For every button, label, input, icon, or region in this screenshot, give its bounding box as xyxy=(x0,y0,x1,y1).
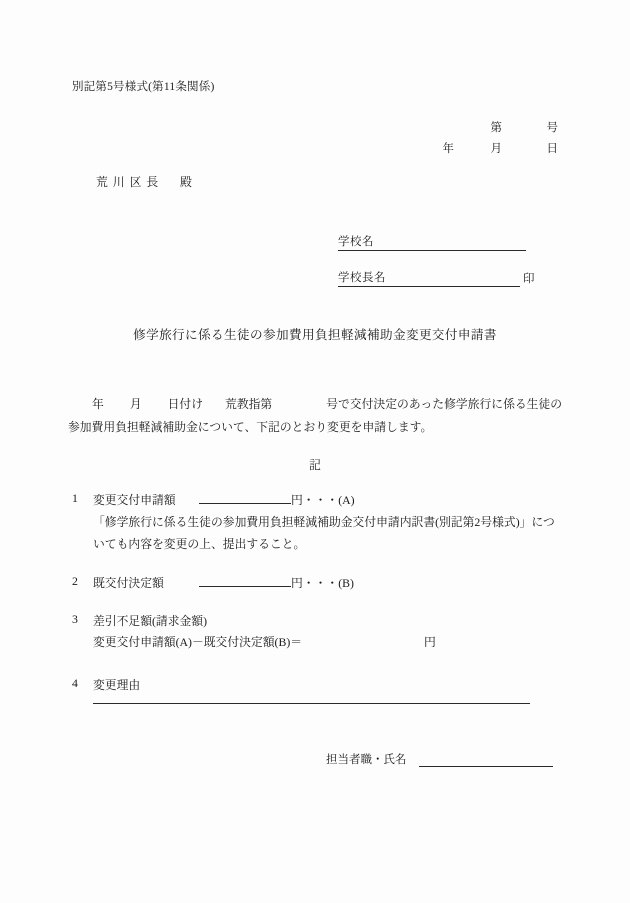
school-name-label: 学校名 xyxy=(338,233,374,251)
document-date-row xyxy=(443,139,559,160)
school-name-row xyxy=(338,233,535,251)
document-number-prefix: 第 xyxy=(490,122,502,134)
item-4-reason-input[interactable] xyxy=(93,703,530,704)
school-name-input[interactable] xyxy=(374,237,526,251)
item-3-number: 3 xyxy=(72,612,78,626)
item-4-label: 変更理由 xyxy=(93,678,141,692)
item-1-unit: 円・・・(A) xyxy=(291,493,355,507)
item-2-label: 既交付決定額 xyxy=(93,576,164,590)
item-1-amount-input[interactable] xyxy=(199,491,291,504)
principal-name-input[interactable] xyxy=(386,273,520,287)
date-year: 年 xyxy=(442,143,454,156)
item-3-unit: 円 xyxy=(424,635,436,649)
date-day: 日 xyxy=(546,143,558,156)
principal-name-row xyxy=(338,269,535,287)
body-month: 月 xyxy=(129,397,142,411)
document-number-row xyxy=(443,118,559,139)
date-month: 月 xyxy=(490,143,502,156)
document-meta xyxy=(443,118,559,161)
form-number: 別記第5号様式(第11条関係) xyxy=(72,81,215,93)
body-line-2: 参加費用負担軽減補助金について、下記のとおり変更を申請します。 xyxy=(68,420,433,434)
ki-marker: 記 xyxy=(309,458,321,472)
item-1-note: 「修学旅行に係る生徒の参加費用負担軽減補助金交付申請内訳書(別記第2号様式)」についても内容を変更の上、提出すること。 xyxy=(93,515,555,551)
decision-doc-prefix: 荒教指第 xyxy=(225,397,273,411)
item-1-label: 変更交付申請額 xyxy=(93,493,176,507)
item-2-amount-input[interactable] xyxy=(199,574,291,587)
contact-person-row xyxy=(326,751,553,767)
seal-mark: 印 xyxy=(523,273,535,285)
item-2-amount xyxy=(199,574,354,591)
item-1-amount xyxy=(199,491,355,508)
item-2-unit: 円・・・(B) xyxy=(291,576,354,590)
contact-person-label: 担当者職・氏名 xyxy=(326,754,407,766)
item-4-number: 4 xyxy=(72,676,78,690)
item-1-number: 1 xyxy=(72,491,78,505)
addressee: 荒川区長 殿 xyxy=(96,175,197,189)
contact-person-input[interactable] xyxy=(419,753,553,767)
item-2-number: 2 xyxy=(72,574,78,588)
item-3-formula: 変更交付申請額(A)－既交付決定額(B)＝ xyxy=(93,635,303,649)
principal-name-label: 学校長名 xyxy=(338,269,386,287)
decision-doc-suffix: 号で交付決定のあった修学旅行に係る生徒の xyxy=(326,397,563,411)
document-number-suffix: 号 xyxy=(546,122,558,134)
page-title: 修学旅行に係る生徒の参加費用負担軽減補助金変更交付申請書 xyxy=(133,328,497,342)
body-year: 年 xyxy=(92,397,104,411)
body-paragraph xyxy=(68,393,564,439)
signature-block xyxy=(338,233,535,305)
item-3-label: 差引不足額(請求金額) xyxy=(93,614,208,628)
body-day-suffix: 日付け xyxy=(167,397,204,411)
